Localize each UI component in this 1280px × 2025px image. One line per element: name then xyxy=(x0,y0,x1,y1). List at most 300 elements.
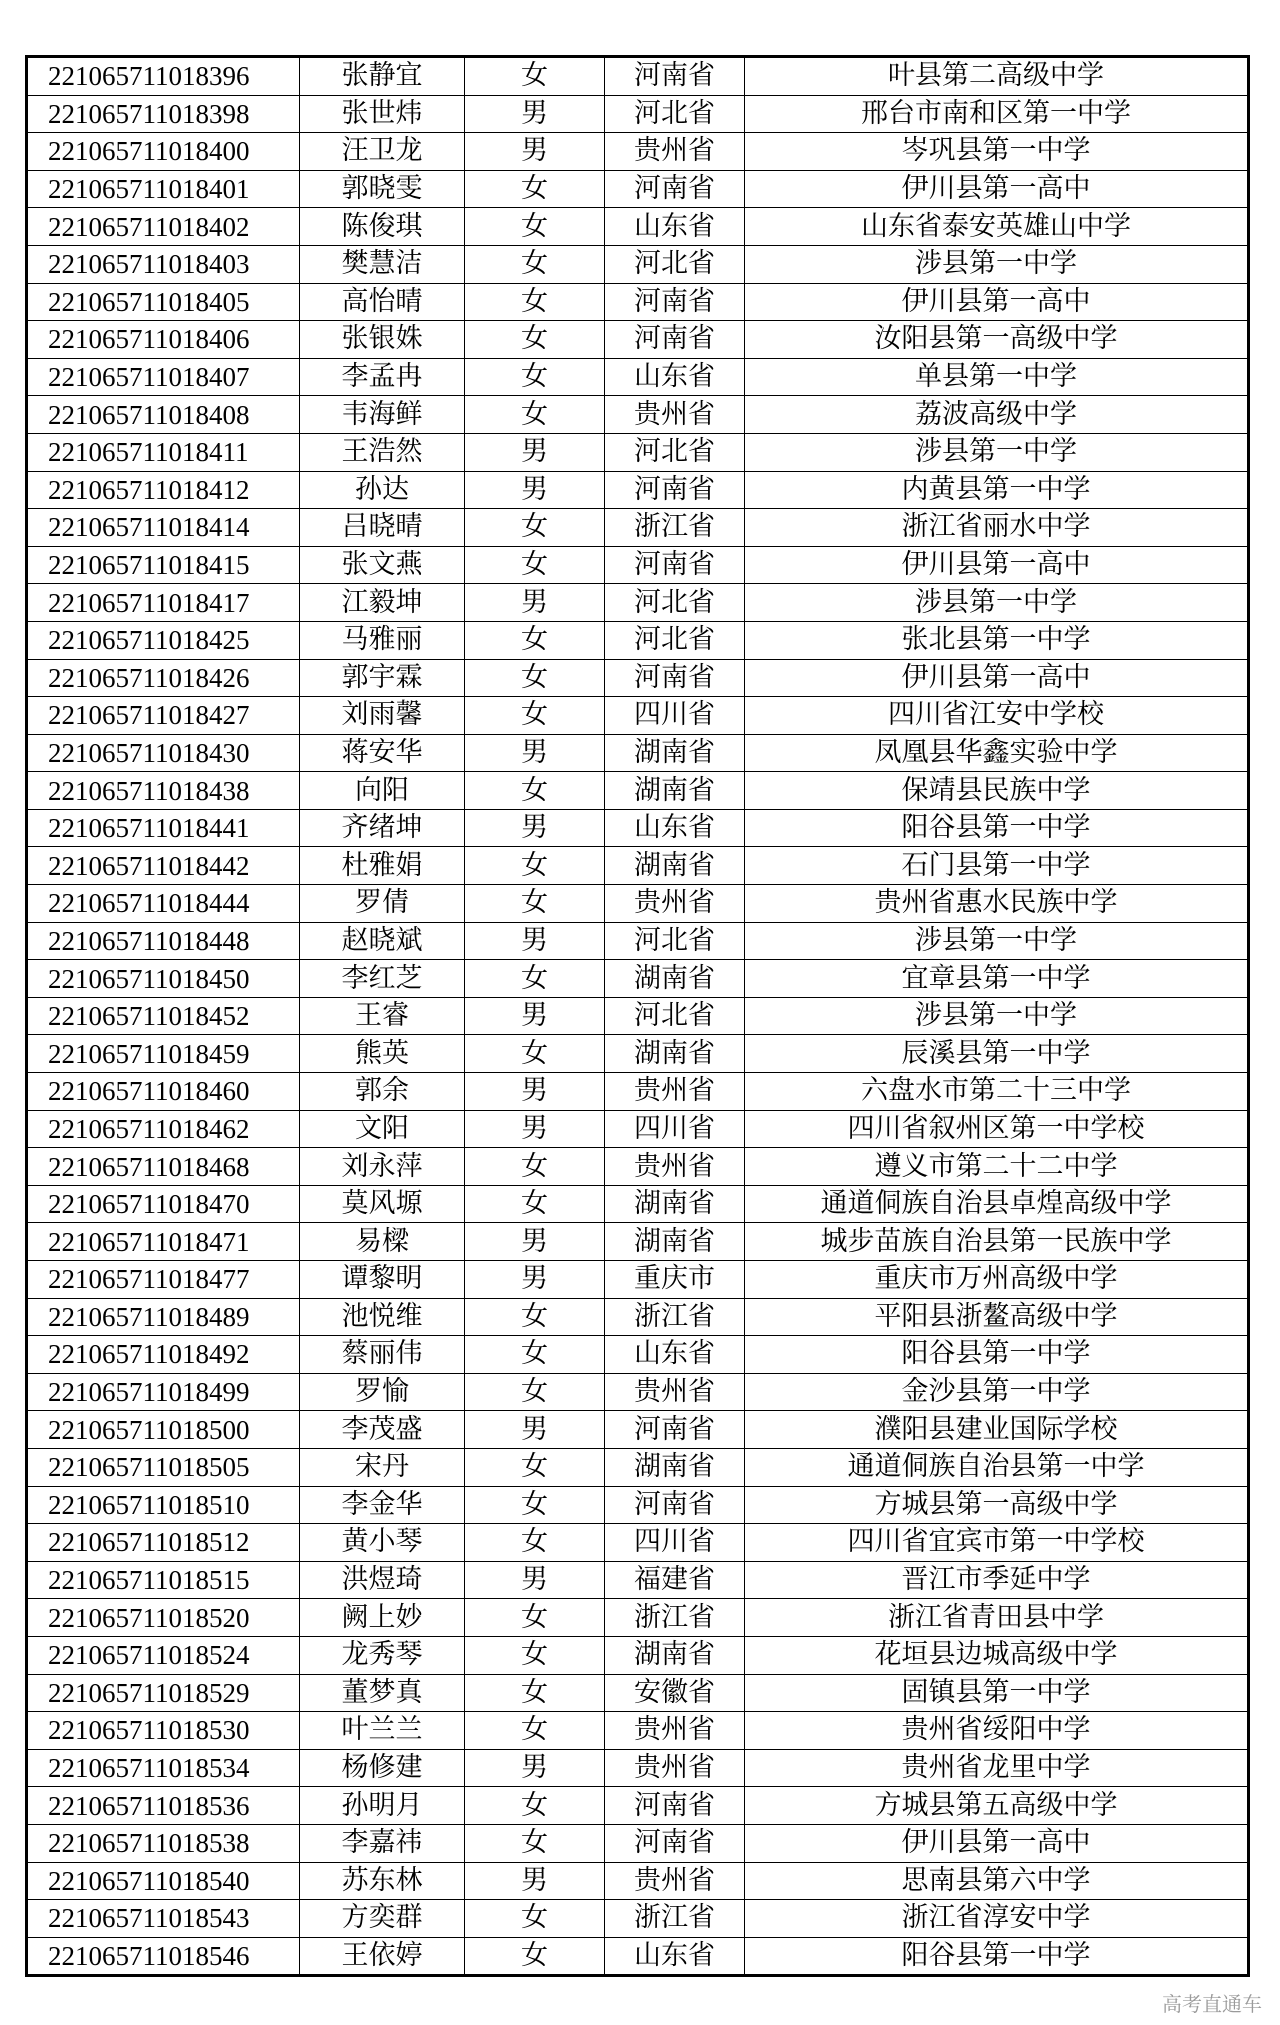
name-cell: 谭黎明 xyxy=(300,1261,465,1299)
table-row xyxy=(27,509,1249,547)
candidate-id-cell: 221065711018442 xyxy=(27,847,300,885)
province-cell: 浙江省 xyxy=(605,509,745,547)
candidate-id-cell: 221065711018543 xyxy=(27,1900,300,1938)
province-cell: 四川省 xyxy=(605,1110,745,1148)
province-cell: 贵州省 xyxy=(605,1712,745,1750)
province-cell: 河南省 xyxy=(605,546,745,584)
school-cell: 汝阳县第一高级中学 xyxy=(745,321,1249,359)
table-row xyxy=(27,885,1249,923)
table-row xyxy=(27,1524,1249,1562)
name-cell: 王依婷 xyxy=(300,1937,465,1976)
candidate-id-cell: 221065711018448 xyxy=(27,922,300,960)
gender-cell: 男 xyxy=(465,809,605,847)
school-cell: 六盘水市第二十三中学 xyxy=(745,1073,1249,1111)
province-cell: 河北省 xyxy=(605,245,745,283)
school-cell: 贵州省惠水民族中学 xyxy=(745,885,1249,923)
name-cell: 易樑 xyxy=(300,1223,465,1261)
name-cell: 向阳 xyxy=(300,772,465,810)
gender-cell: 男 xyxy=(465,1110,605,1148)
school-cell: 浙江省淳安中学 xyxy=(745,1900,1249,1938)
table-row xyxy=(27,659,1249,697)
province-cell: 河北省 xyxy=(605,95,745,133)
candidate-id-cell: 221065711018515 xyxy=(27,1561,300,1599)
name-cell: 苏东林 xyxy=(300,1862,465,1900)
name-cell: 莫风塬 xyxy=(300,1185,465,1223)
gender-cell: 男 xyxy=(465,922,605,960)
province-cell: 贵州省 xyxy=(605,1749,745,1787)
school-cell: 重庆市万州高级中学 xyxy=(745,1261,1249,1299)
table-row xyxy=(27,133,1249,171)
table-row xyxy=(27,1862,1249,1900)
province-cell: 贵州省 xyxy=(605,1862,745,1900)
candidate-id-cell: 221065711018512 xyxy=(27,1524,300,1562)
province-cell: 河南省 xyxy=(605,57,745,96)
gender-cell: 女 xyxy=(465,283,605,321)
candidate-id-cell: 221065711018540 xyxy=(27,1862,300,1900)
name-cell: 李嘉祎 xyxy=(300,1824,465,1862)
province-cell: 湖南省 xyxy=(605,1636,745,1674)
table-row xyxy=(27,1336,1249,1374)
table-row xyxy=(27,772,1249,810)
candidate-id-cell: 221065711018452 xyxy=(27,997,300,1035)
gender-cell: 男 xyxy=(465,433,605,471)
province-cell: 安徽省 xyxy=(605,1674,745,1712)
table-row xyxy=(27,471,1249,509)
table-row xyxy=(27,1900,1249,1938)
province-cell: 山东省 xyxy=(605,809,745,847)
name-cell: 熊英 xyxy=(300,1035,465,1073)
gender-cell: 男 xyxy=(465,734,605,772)
province-cell: 湖南省 xyxy=(605,1035,745,1073)
province-cell: 贵州省 xyxy=(605,1073,745,1111)
candidate-id-cell: 221065711018505 xyxy=(27,1448,300,1486)
table-row xyxy=(27,1636,1249,1674)
gender-cell: 女 xyxy=(465,659,605,697)
name-cell: 赵晓斌 xyxy=(300,922,465,960)
gender-cell: 女 xyxy=(465,1599,605,1637)
table-row xyxy=(27,734,1249,772)
candidate-id-cell: 221065711018407 xyxy=(27,358,300,396)
province-cell: 贵州省 xyxy=(605,1373,745,1411)
table-row xyxy=(27,997,1249,1035)
table-row xyxy=(27,1599,1249,1637)
province-cell: 湖南省 xyxy=(605,1223,745,1261)
table-row xyxy=(27,1712,1249,1750)
name-cell: 陈俊琪 xyxy=(300,208,465,246)
gender-cell: 女 xyxy=(465,1185,605,1223)
table-row xyxy=(27,1411,1249,1449)
school-cell: 浙江省青田县中学 xyxy=(745,1599,1249,1637)
name-cell: 郭宇霖 xyxy=(300,659,465,697)
candidate-id-cell: 221065711018546 xyxy=(27,1937,300,1976)
name-cell: 龙秀琴 xyxy=(300,1636,465,1674)
name-cell: 刘永萍 xyxy=(300,1148,465,1186)
table-row xyxy=(27,1148,1249,1186)
school-cell: 宜章县第一中学 xyxy=(745,960,1249,998)
school-cell: 保靖县民族中学 xyxy=(745,772,1249,810)
name-cell: 张银姝 xyxy=(300,321,465,359)
table-row xyxy=(27,1185,1249,1223)
gender-cell: 男 xyxy=(465,95,605,133)
gender-cell: 女 xyxy=(465,1486,605,1524)
school-cell: 伊川县第一高中 xyxy=(745,659,1249,697)
candidate-id-cell: 221065711018477 xyxy=(27,1261,300,1299)
gender-cell: 女 xyxy=(465,208,605,246)
school-cell: 晋江市季延中学 xyxy=(745,1561,1249,1599)
province-cell: 河南省 xyxy=(605,471,745,509)
candidate-id-cell: 221065711018492 xyxy=(27,1336,300,1374)
province-cell: 河北省 xyxy=(605,433,745,471)
province-cell: 河南省 xyxy=(605,1411,745,1449)
table-row xyxy=(27,960,1249,998)
province-cell: 四川省 xyxy=(605,1524,745,1562)
candidate-id-cell: 221065711018510 xyxy=(27,1486,300,1524)
table-row xyxy=(27,1674,1249,1712)
school-cell: 单县第一中学 xyxy=(745,358,1249,396)
school-cell: 阳谷县第一中学 xyxy=(745,809,1249,847)
school-cell: 山东省泰安英雄山中学 xyxy=(745,208,1249,246)
gender-cell: 女 xyxy=(465,170,605,208)
candidate-id-cell: 221065711018459 xyxy=(27,1035,300,1073)
school-cell: 贵州省龙里中学 xyxy=(745,1749,1249,1787)
gender-cell: 女 xyxy=(465,1674,605,1712)
name-cell: 马雅丽 xyxy=(300,621,465,659)
school-cell: 遵义市第二十二中学 xyxy=(745,1148,1249,1186)
province-cell: 河南省 xyxy=(605,170,745,208)
candidate-id-cell: 221065711018415 xyxy=(27,546,300,584)
school-cell: 涉县第一中学 xyxy=(745,245,1249,283)
gender-cell: 女 xyxy=(465,885,605,923)
name-cell: 文阳 xyxy=(300,1110,465,1148)
candidate-id-cell: 221065711018529 xyxy=(27,1674,300,1712)
candidate-id-cell: 221065711018534 xyxy=(27,1749,300,1787)
table-row xyxy=(27,170,1249,208)
table-row xyxy=(27,1261,1249,1299)
province-cell: 河北省 xyxy=(605,584,745,622)
table-row xyxy=(27,1298,1249,1336)
school-cell: 涉县第一中学 xyxy=(745,433,1249,471)
table-row xyxy=(27,433,1249,471)
name-cell: 郭余 xyxy=(300,1073,465,1111)
province-cell: 山东省 xyxy=(605,1336,745,1374)
gender-cell: 女 xyxy=(465,1524,605,1562)
candidate-id-cell: 221065711018426 xyxy=(27,659,300,697)
province-cell: 湖南省 xyxy=(605,1448,745,1486)
school-cell: 金沙县第一中学 xyxy=(745,1373,1249,1411)
gender-cell: 女 xyxy=(465,1900,605,1938)
table-row xyxy=(27,1035,1249,1073)
candidate-id-cell: 221065711018471 xyxy=(27,1223,300,1261)
candidate-id-cell: 221065711018408 xyxy=(27,396,300,434)
table-row xyxy=(27,847,1249,885)
candidate-id-cell: 221065711018396 xyxy=(27,57,300,96)
name-cell: 方奕群 xyxy=(300,1900,465,1938)
gender-cell: 女 xyxy=(465,1712,605,1750)
province-cell: 河南省 xyxy=(605,1787,745,1825)
province-cell: 河南省 xyxy=(605,1824,745,1862)
table-row xyxy=(27,1824,1249,1862)
name-cell: 杨修建 xyxy=(300,1749,465,1787)
gender-cell: 女 xyxy=(465,697,605,735)
province-cell: 山东省 xyxy=(605,358,745,396)
table-row xyxy=(27,1749,1249,1787)
candidate-id-cell: 221065711018470 xyxy=(27,1185,300,1223)
table-row xyxy=(27,1223,1249,1261)
province-cell: 河南省 xyxy=(605,659,745,697)
candidate-id-cell: 221065711018530 xyxy=(27,1712,300,1750)
table-row xyxy=(27,283,1249,321)
name-cell: 蒋安华 xyxy=(300,734,465,772)
province-cell: 贵州省 xyxy=(605,885,745,923)
candidate-id-cell: 221065711018411 xyxy=(27,433,300,471)
name-cell: 樊慧洁 xyxy=(300,245,465,283)
name-cell: 罗倩 xyxy=(300,885,465,923)
province-cell: 福建省 xyxy=(605,1561,745,1599)
watermark: 高考直通车 xyxy=(1162,1992,1262,2016)
table-row xyxy=(27,358,1249,396)
gender-cell: 女 xyxy=(465,396,605,434)
gender-cell: 女 xyxy=(465,1787,605,1825)
name-cell: 李茂盛 xyxy=(300,1411,465,1449)
school-cell: 方城县第五高级中学 xyxy=(745,1787,1249,1825)
school-cell: 贵州省绥阳中学 xyxy=(745,1712,1249,1750)
gender-cell: 女 xyxy=(465,321,605,359)
name-cell: 黄小琴 xyxy=(300,1524,465,1562)
table-row xyxy=(27,1373,1249,1411)
table-row xyxy=(27,584,1249,622)
candidate-id-cell: 221065711018438 xyxy=(27,772,300,810)
school-cell: 石门县第一中学 xyxy=(745,847,1249,885)
school-cell: 涉县第一中学 xyxy=(745,997,1249,1035)
candidate-id-cell: 221065711018538 xyxy=(27,1824,300,1862)
name-cell: 王睿 xyxy=(300,997,465,1035)
table-row xyxy=(27,396,1249,434)
table-row xyxy=(27,1937,1249,1976)
gender-cell: 男 xyxy=(465,1561,605,1599)
roster-table xyxy=(25,55,1250,1977)
school-cell: 濮阳县建业国际学校 xyxy=(745,1411,1249,1449)
name-cell: 李红芝 xyxy=(300,960,465,998)
gender-cell: 男 xyxy=(465,133,605,171)
province-cell: 河北省 xyxy=(605,621,745,659)
school-cell: 四川省宜宾市第一中学校 xyxy=(745,1524,1249,1562)
school-cell: 伊川县第一高中 xyxy=(745,1824,1249,1862)
candidate-id-cell: 221065711018500 xyxy=(27,1411,300,1449)
province-cell: 重庆市 xyxy=(605,1261,745,1299)
table-row xyxy=(27,57,1249,96)
candidate-id-cell: 221065711018414 xyxy=(27,509,300,547)
gender-cell: 男 xyxy=(465,1261,605,1299)
school-cell: 伊川县第一高中 xyxy=(745,546,1249,584)
school-cell: 张北县第一中学 xyxy=(745,621,1249,659)
name-cell: 罗愉 xyxy=(300,1373,465,1411)
gender-cell: 女 xyxy=(465,1824,605,1862)
province-cell: 贵州省 xyxy=(605,133,745,171)
gender-cell: 女 xyxy=(465,1035,605,1073)
table-row xyxy=(27,1110,1249,1148)
table-row xyxy=(27,621,1249,659)
gender-cell: 女 xyxy=(465,1373,605,1411)
gender-cell: 男 xyxy=(465,1223,605,1261)
candidate-id-cell: 221065711018406 xyxy=(27,321,300,359)
candidate-id-cell: 221065711018430 xyxy=(27,734,300,772)
name-cell: 江毅坤 xyxy=(300,584,465,622)
name-cell: 齐绪坤 xyxy=(300,809,465,847)
school-cell: 四川省江安中学校 xyxy=(745,697,1249,735)
name-cell: 张静宜 xyxy=(300,57,465,96)
school-cell: 涉县第一中学 xyxy=(745,584,1249,622)
candidate-id-cell: 221065711018417 xyxy=(27,584,300,622)
gender-cell: 男 xyxy=(465,1862,605,1900)
gender-cell: 女 xyxy=(465,1937,605,1976)
school-cell: 凤凰县华鑫实验中学 xyxy=(745,734,1249,772)
table-row xyxy=(27,697,1249,735)
name-cell: 吕晓晴 xyxy=(300,509,465,547)
name-cell: 刘雨馨 xyxy=(300,697,465,735)
school-cell: 岑巩县第一中学 xyxy=(745,133,1249,171)
candidate-id-cell: 221065711018412 xyxy=(27,471,300,509)
table-row xyxy=(27,809,1249,847)
name-cell: 韦海鲜 xyxy=(300,396,465,434)
candidate-id-cell: 221065711018402 xyxy=(27,208,300,246)
school-cell: 邢台市南和区第一中学 xyxy=(745,95,1249,133)
name-cell: 李孟冉 xyxy=(300,358,465,396)
gender-cell: 女 xyxy=(465,546,605,584)
table-row xyxy=(27,245,1249,283)
province-cell: 浙江省 xyxy=(605,1599,745,1637)
name-cell: 汪卫龙 xyxy=(300,133,465,171)
province-cell: 山东省 xyxy=(605,1937,745,1976)
school-cell: 固镇县第一中学 xyxy=(745,1674,1249,1712)
gender-cell: 女 xyxy=(465,1336,605,1374)
gender-cell: 女 xyxy=(465,358,605,396)
candidate-id-cell: 221065711018499 xyxy=(27,1373,300,1411)
name-cell: 蔡丽伟 xyxy=(300,1336,465,1374)
province-cell: 山东省 xyxy=(605,208,745,246)
candidate-id-cell: 221065711018441 xyxy=(27,809,300,847)
gender-cell: 男 xyxy=(465,1073,605,1111)
name-cell: 郭晓雯 xyxy=(300,170,465,208)
name-cell: 杜雅娟 xyxy=(300,847,465,885)
candidate-id-cell: 221065711018425 xyxy=(27,621,300,659)
gender-cell: 女 xyxy=(465,621,605,659)
candidate-id-cell: 221065711018460 xyxy=(27,1073,300,1111)
candidate-id-cell: 221065711018398 xyxy=(27,95,300,133)
gender-cell: 女 xyxy=(465,1148,605,1186)
province-cell: 湖南省 xyxy=(605,1185,745,1223)
name-cell: 池悦维 xyxy=(300,1298,465,1336)
gender-cell: 男 xyxy=(465,584,605,622)
gender-cell: 女 xyxy=(465,847,605,885)
candidate-id-cell: 221065711018403 xyxy=(27,245,300,283)
name-cell: 董梦真 xyxy=(300,1674,465,1712)
province-cell: 湖南省 xyxy=(605,847,745,885)
candidate-id-cell: 221065711018489 xyxy=(27,1298,300,1336)
candidate-id-cell: 221065711018444 xyxy=(27,885,300,923)
school-cell: 阳谷县第一中学 xyxy=(745,1336,1249,1374)
table-row xyxy=(27,1561,1249,1599)
school-cell: 思南县第六中学 xyxy=(745,1862,1249,1900)
school-cell: 通道侗族自治县第一中学 xyxy=(745,1448,1249,1486)
gender-cell: 男 xyxy=(465,471,605,509)
name-cell: 孙达 xyxy=(300,471,465,509)
table-row xyxy=(27,546,1249,584)
candidate-id-cell: 221065711018524 xyxy=(27,1636,300,1674)
candidate-id-cell: 221065711018427 xyxy=(27,697,300,735)
school-cell: 叶县第二高级中学 xyxy=(745,57,1249,96)
school-cell: 阳谷县第一中学 xyxy=(745,1937,1249,1976)
name-cell: 叶兰兰 xyxy=(300,1712,465,1750)
gender-cell: 女 xyxy=(465,772,605,810)
gender-cell: 女 xyxy=(465,509,605,547)
gender-cell: 女 xyxy=(465,57,605,96)
school-cell: 通道侗族自治县卓煌高级中学 xyxy=(745,1185,1249,1223)
name-cell: 张世炜 xyxy=(300,95,465,133)
school-cell: 伊川县第一高中 xyxy=(745,170,1249,208)
candidate-id-cell: 221065711018536 xyxy=(27,1787,300,1825)
candidate-id-cell: 221065711018468 xyxy=(27,1148,300,1186)
province-cell: 贵州省 xyxy=(605,1148,745,1186)
table-row xyxy=(27,1787,1249,1825)
province-cell: 河北省 xyxy=(605,922,745,960)
school-cell: 城步苗族自治县第一民族中学 xyxy=(745,1223,1249,1261)
province-cell: 四川省 xyxy=(605,697,745,735)
school-cell: 四川省叙州区第一中学校 xyxy=(745,1110,1249,1148)
gender-cell: 女 xyxy=(465,1448,605,1486)
candidate-id-cell: 221065711018462 xyxy=(27,1110,300,1148)
name-cell: 李金华 xyxy=(300,1486,465,1524)
name-cell: 洪煜琦 xyxy=(300,1561,465,1599)
table-row xyxy=(27,321,1249,359)
school-cell: 内黄县第一中学 xyxy=(745,471,1249,509)
school-cell: 方城县第一高级中学 xyxy=(745,1486,1249,1524)
school-cell: 荔波高级中学 xyxy=(745,396,1249,434)
name-cell: 王浩然 xyxy=(300,433,465,471)
school-cell: 平阳县浙鳌高级中学 xyxy=(745,1298,1249,1336)
name-cell: 高怡晴 xyxy=(300,283,465,321)
candidate-id-cell: 221065711018400 xyxy=(27,133,300,171)
school-cell: 花垣县边城高级中学 xyxy=(745,1636,1249,1674)
province-cell: 河南省 xyxy=(605,321,745,359)
gender-cell: 男 xyxy=(465,1749,605,1787)
candidate-id-cell: 221065711018405 xyxy=(27,283,300,321)
province-cell: 贵州省 xyxy=(605,396,745,434)
school-cell: 伊川县第一高中 xyxy=(745,283,1249,321)
table-row xyxy=(27,1448,1249,1486)
name-cell: 张文燕 xyxy=(300,546,465,584)
name-cell: 宋丹 xyxy=(300,1448,465,1486)
school-cell: 涉县第一中学 xyxy=(745,922,1249,960)
table-row xyxy=(27,922,1249,960)
province-cell: 湖南省 xyxy=(605,960,745,998)
province-cell: 浙江省 xyxy=(605,1298,745,1336)
table-row xyxy=(27,208,1249,246)
table-row xyxy=(27,95,1249,133)
candidate-id-cell: 221065711018450 xyxy=(27,960,300,998)
province-cell: 湖南省 xyxy=(605,734,745,772)
gender-cell: 女 xyxy=(465,1636,605,1674)
gender-cell: 男 xyxy=(465,997,605,1035)
province-cell: 河北省 xyxy=(605,997,745,1035)
school-cell: 浙江省丽水中学 xyxy=(745,509,1249,547)
gender-cell: 女 xyxy=(465,960,605,998)
name-cell: 阙上妙 xyxy=(300,1599,465,1637)
province-cell: 河南省 xyxy=(605,283,745,321)
table-row xyxy=(27,1486,1249,1524)
name-cell: 孙明月 xyxy=(300,1787,465,1825)
candidate-id-cell: 221065711018401 xyxy=(27,170,300,208)
gender-cell: 女 xyxy=(465,1298,605,1336)
